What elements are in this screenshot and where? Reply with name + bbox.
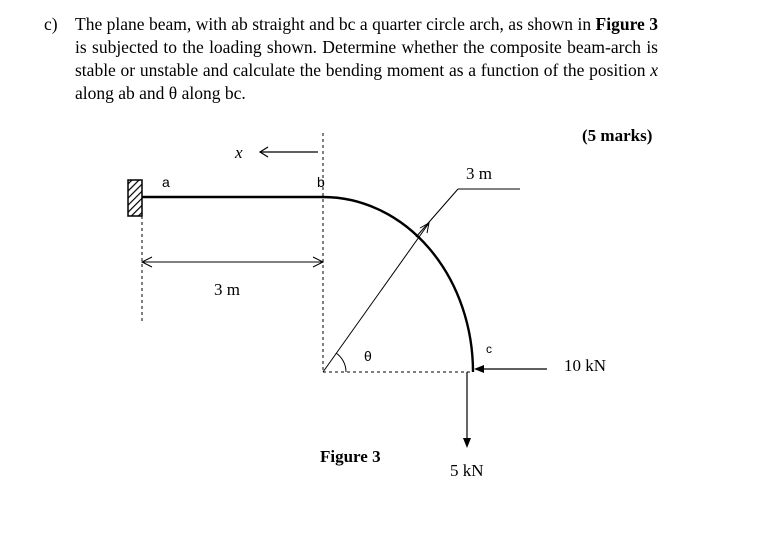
radius-label: 3 m: [466, 164, 492, 183]
point-a-label: a: [162, 174, 170, 190]
vertical-load-label: 5 kN: [450, 461, 484, 480]
theta-arc: [336, 353, 346, 372]
variable-x: x: [650, 60, 658, 80]
point-c-label: c: [486, 342, 492, 356]
figure-reference: Figure 3: [595, 14, 658, 34]
horizontal-load-label: 10 kN: [564, 356, 607, 375]
point-b-label: b: [317, 174, 325, 190]
vertical-load-arrow: [463, 372, 471, 448]
figure-caption: Figure 3: [320, 447, 381, 466]
x-label: x: [235, 143, 243, 162]
variable-theta: θ: [168, 83, 178, 103]
span-label: 3 m: [214, 280, 240, 299]
question-body: The plane beam, with ab straight and bc a quarter circle arch, as shown in Figure 3 is subjected to the loading shown. Determine whether the composite beam-arch is stable or unstable and calculate the bending moment as a function of the position x along ab and θ along bc.: [75, 14, 658, 103]
marks-label: (5 marks): [582, 126, 653, 145]
span-dimension-arrow: [142, 257, 323, 267]
arch-bc: [323, 197, 473, 372]
radius-leader-line: [416, 189, 458, 237]
theta-label: θ: [364, 348, 372, 364]
radius-arrow: [323, 223, 429, 372]
question-label: c): [44, 14, 58, 34]
x-direction-arrow: [260, 147, 318, 157]
horizontal-load-arrow: [474, 365, 547, 373]
fixed-support-wall: [128, 180, 142, 216]
